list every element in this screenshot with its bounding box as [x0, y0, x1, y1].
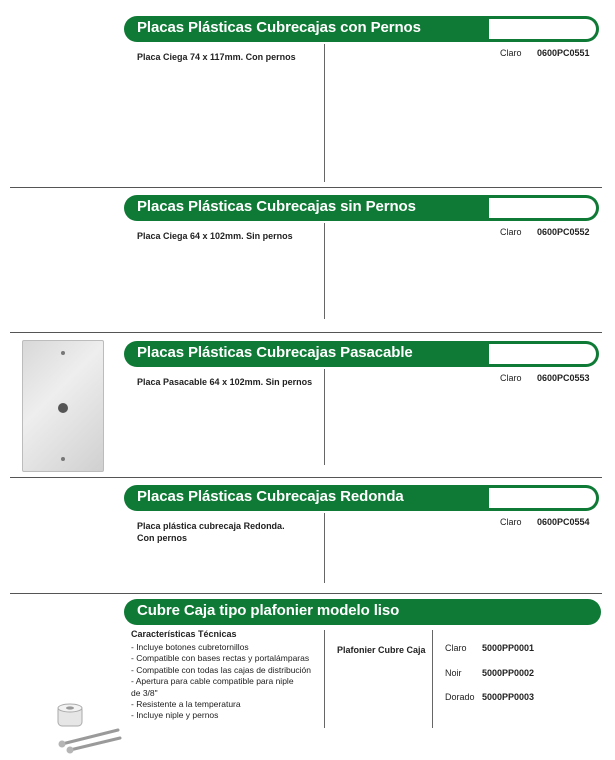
product-description: Placa Ciega 74 x 117mm. Con pernos [137, 52, 296, 62]
variant-color: Dorado [445, 692, 475, 702]
section-header-pasacable [124, 341, 599, 367]
product-color: Claro [500, 373, 522, 383]
product-code: 0600PC0553 [537, 373, 590, 383]
variant-code: 5000PP0001 [482, 643, 535, 653]
screw-hole-icon [61, 457, 65, 461]
column-divider [432, 630, 433, 728]
section-title: Placas Plásticas Cubrecajas Redonda [137, 488, 404, 505]
variant-code: 5000PP0003 [482, 692, 535, 702]
variant-code: 5000PP0002 [482, 668, 535, 678]
header-pill [489, 198, 596, 218]
feature-item: - Incluye botones cubretornillos [131, 642, 249, 652]
variant-color: Claro [445, 643, 467, 653]
feature-item: - Compatible con todas las cajas de distribución [131, 664, 312, 675]
variant-color: Noir [445, 668, 462, 678]
product-color: Claro [500, 517, 522, 527]
product-code: 0600PC0552 [537, 227, 590, 237]
section-header-con-pernos [124, 16, 599, 42]
description-line: Con pernos [137, 533, 188, 543]
section-title: Placas Plásticas Cubrecajas Pasacable [137, 344, 413, 361]
header-pill [489, 19, 596, 39]
product-code: 0600PC0551 [537, 48, 590, 58]
product-description: Placa Ciega 64 x 102mm. Sin pernos [137, 231, 293, 241]
feature-item: - Apertura para cable compatible para niple [131, 676, 294, 687]
section-divider [10, 332, 602, 333]
features-list [131, 642, 321, 722]
product-description: Placa Pasacable 64 x 102mm. Sin pernos [137, 377, 313, 387]
section-divider [10, 477, 602, 478]
header-pill [489, 488, 596, 508]
description-line: Placa plástica cubrecaja Redonda. [137, 521, 285, 531]
header-pill [489, 344, 596, 364]
column-divider [324, 630, 325, 728]
feature-item: - Incluye niple y pernos [131, 710, 219, 721]
product-name: Plafonier Cubre Caja [337, 645, 426, 655]
product-color: Claro [500, 48, 522, 58]
column-divider [324, 369, 325, 465]
section-header-plafonier [124, 599, 601, 625]
section-title: Placas Plásticas Cubrecajas sin Pernos [137, 198, 416, 215]
section-header-sin-pernos [124, 195, 599, 221]
pasacable-plate-image [22, 340, 104, 472]
feature-item: - Compatible con bases rectas y portalámparas [131, 653, 310, 664]
features-title: Características Técnicas [131, 629, 237, 639]
feature-item: de 3/8" [131, 687, 158, 698]
section-title: Cubre Caja tipo plafonier modelo liso [137, 602, 400, 619]
section-divider [10, 187, 602, 188]
column-divider [324, 513, 325, 583]
section-divider [10, 593, 602, 594]
screw-hole-icon [61, 351, 65, 355]
product-color: Claro [500, 227, 522, 237]
product-description [137, 520, 285, 544]
column-divider [324, 44, 325, 182]
feature-item: - Resistente a la temperatura [131, 699, 241, 710]
plafonier-product-image [48, 700, 128, 756]
section-header-redonda [124, 485, 599, 511]
cable-hole-icon [58, 403, 68, 413]
section-title: Placas Plásticas Cubrecajas con Pernos [137, 19, 421, 36]
product-code: 0600PC0554 [537, 517, 590, 527]
column-divider [324, 223, 325, 319]
